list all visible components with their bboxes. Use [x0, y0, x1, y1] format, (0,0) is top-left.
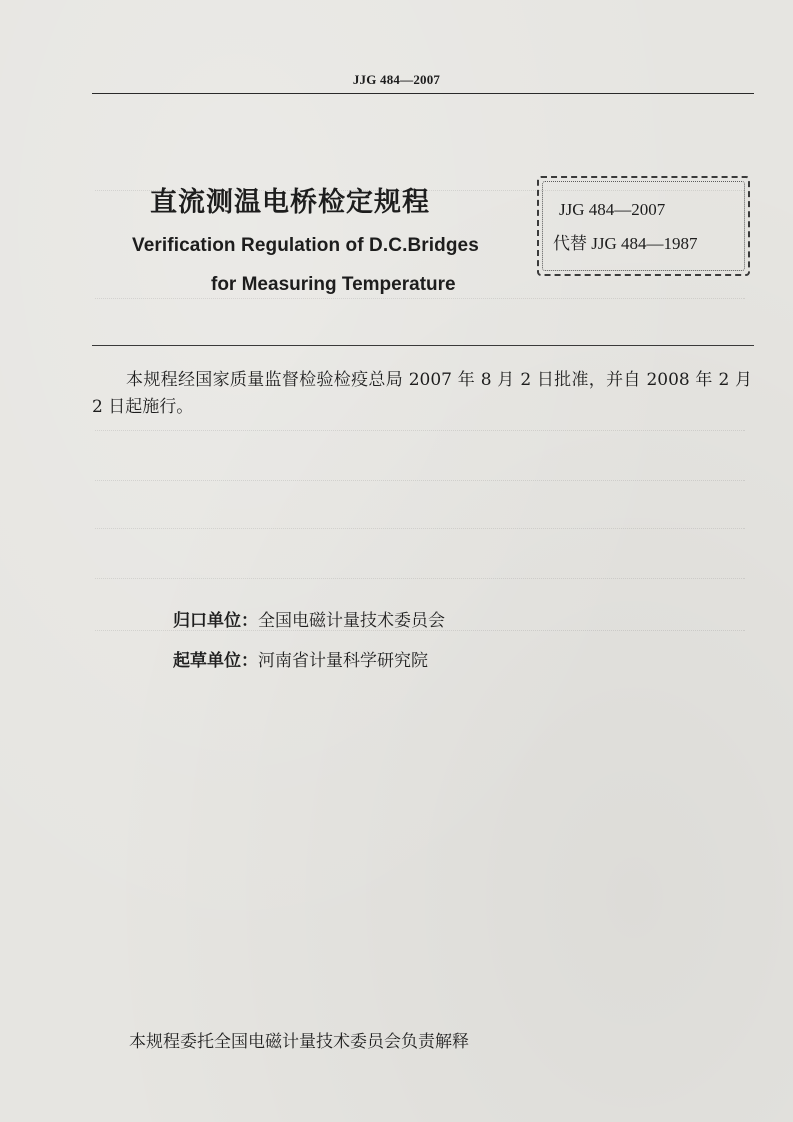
approval-statement: 本规程经国家质量监督检验检疫总局 2007 年 8 月 2 日批准，并自 2008 年 2 月 2 日起施行。: [92, 370, 752, 417]
bleed-through-line: [95, 528, 745, 530]
responsible-unit-line: [173, 606, 445, 631]
responsible-unit-value: 全国电磁计量技术委员会: [258, 611, 445, 631]
title-chinese: 直流测温电桥检定规程: [150, 187, 430, 218]
section-divider: [92, 345, 754, 346]
responsible-unit-label: 归口单位：: [173, 611, 258, 631]
drafting-unit-line: [173, 646, 428, 671]
title-english-line-1: Verification Regulation of D.C.Bridges: [132, 235, 479, 256]
drafting-unit-label: 起草单位：: [173, 651, 258, 671]
drafting-unit-value: 河南省计量科学研究院: [258, 651, 428, 671]
bleed-through-line: [95, 430, 745, 432]
bleed-through-line: [95, 480, 745, 482]
replaced-standard-code: 代替 JJG 484—1987: [553, 234, 698, 253]
title-english-line-2: for Measuring Temperature: [211, 274, 456, 295]
header-standard-code: JJG 484—2007: [352, 72, 441, 87]
header-divider: [92, 93, 754, 94]
bleed-through-line: [95, 578, 745, 580]
standard-code-box: [537, 176, 750, 276]
current-standard-code: JJG 484—2007: [559, 200, 666, 219]
bleed-through-line: [95, 298, 745, 300]
interpretation-note: 本规程委托全国电磁计量技术委员会负责解释: [129, 1032, 469, 1052]
